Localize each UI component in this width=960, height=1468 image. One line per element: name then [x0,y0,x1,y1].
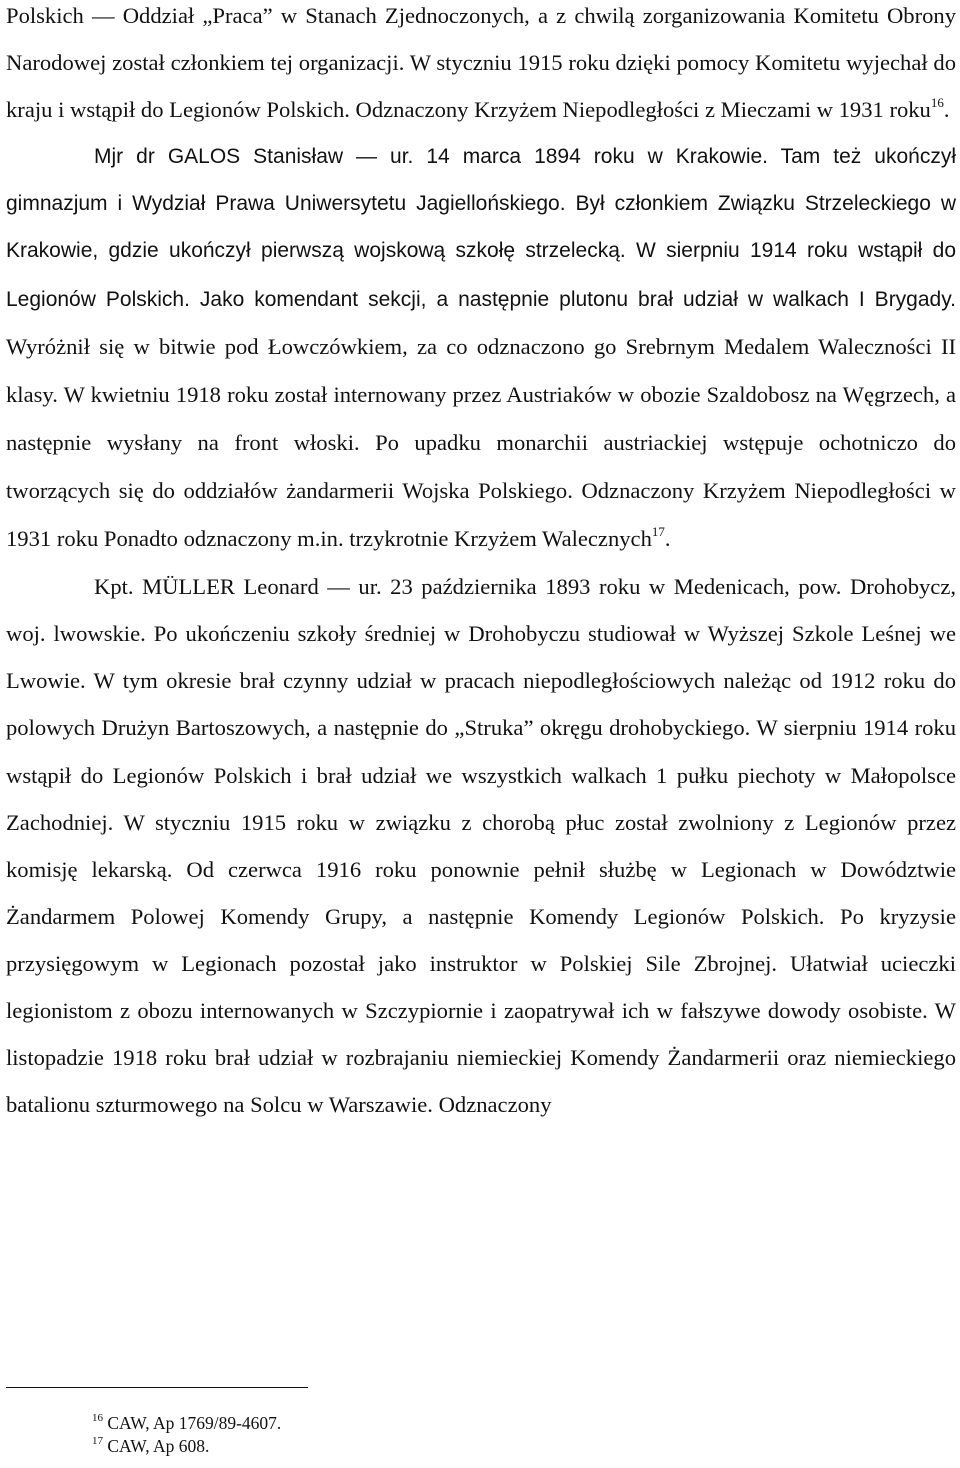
footnote-16-number: 16 [92,1412,103,1425]
paragraph-1-text: Polskich — Oddział „Praca” w Stanach Zjednoczonych, a z chwilą zorganizowania Komitetu Obrony Narodowej został członkiem tej organizacji. W styczniu 1915 roku dzięki pomocy Komitetu wyjechał do kraju i wstąpił do Legionów Polskich. Odznaczony Krzyżem Niepodległości z Mieczami w 1931 roku [6,3,956,123]
footnote-17 [92,1435,281,1458]
paragraph-3 [6,563,956,1128]
paragraph-2-text-b: Wyróżnił się w bitwie pod Łowczówkiem, za co odznaczono go Srebrnym Medalem Waleczności II klasy. W kwietniu 1918 roku został internowany przez Austriaków w obozie Szaldobosz na Węgrzech, a następnie wysłany na front włoski. Po upadku monarchii austriackiej wstępuje ochotniczo do tworzących się do oddziałów żandarmerii Wojska Polskiego. Odznaczony Krzyżem Niepodległości w 1931 roku Ponadto odznaczony m.in. trzykrotnie Krzyżem Walecznych [6,333,956,552]
paragraph-3-text: Kpt. MÜLLER Leonard — ur. 23 października 1893 roku w Medenicach, pow. Drohobycz, woj. lwowskie. Po ukończeniu szkoły średniej w Drohobyczu studiował w Wyższej Szkole Leśnej we Lwowie. W tym okresie brał czynny udział w pracach niepodległościowych należąc od 1912 roku do polowych Drużyn Bartoszowych, a następnie do „Struka” okręgu drohobyckiego. W sierpniu 1914 roku wstąpił do Legionów Polskich i brał udział we wszystkich walkach 1 pułku piechoty w Małopolsce Zachodniej. W styczniu 1915 roku w związku z chorobą płuc został zwolniony z Legionów przez komisję lekarską. Od czerwca 1916 roku ponownie pełnił służbę w Legionach w Dowództwie Żandarmem Polowej Komendy Grupy, a następnie Komendy Legionów Polskich. Po kryzysie przysięgowym w Legionach pozostał jako instruktor w Polskiej Sile Zbrojnej. Ułatwiał ucieczki legionistom z obozu internowanych w Szczypiornie i zaopatrywał ich w fałszywe dowody osobiste. W listopadzie 1918 roku brał udział w rozbrajaniu niemieckiej Komendy Żandarmerii oraz niemieckiego batalionu szturmowego na Solcu w Warszawie. Odznaczony [6,574,956,1118]
footnote-separator [6,1387,308,1388]
footnote-ref-16[interactable]: 16 [930,94,944,110]
footnote-16 [92,1412,281,1435]
paragraph-2-end: . [664,526,671,552]
paragraph-2 [6,133,956,563]
footnote-17-number: 17 [92,1435,103,1448]
footnotes [92,1412,281,1458]
paragraph-1 [6,0,956,133]
paragraph-2-text-a: Mjr dr GALOS Stanisław — ur. 14 marca 1894 roku w Krakowie. Tam też ukończył gimnazjum i Wydział Prawa Uniwersytetu Jagiellońskiego. Był członkiem Związku Strzeleckiego w Krakowie, gdzie ukończył pierwszą wojskową szkołę strzelecką. W sierpniu 1914 roku wstąpił do Legionów Polskich. Jako komendant sekcji, a następnie plutonu brał udział w walkach I Brygady. [6,145,956,311]
body-text [6,0,956,1128]
footnote-16-text: CAW, Ap 1769/89-4607. [103,1413,282,1433]
footnote-17-text: CAW, Ap 608. [103,1436,210,1456]
paragraph-1-end: . [943,97,950,123]
footnote-ref-17[interactable]: 17 [651,524,665,540]
